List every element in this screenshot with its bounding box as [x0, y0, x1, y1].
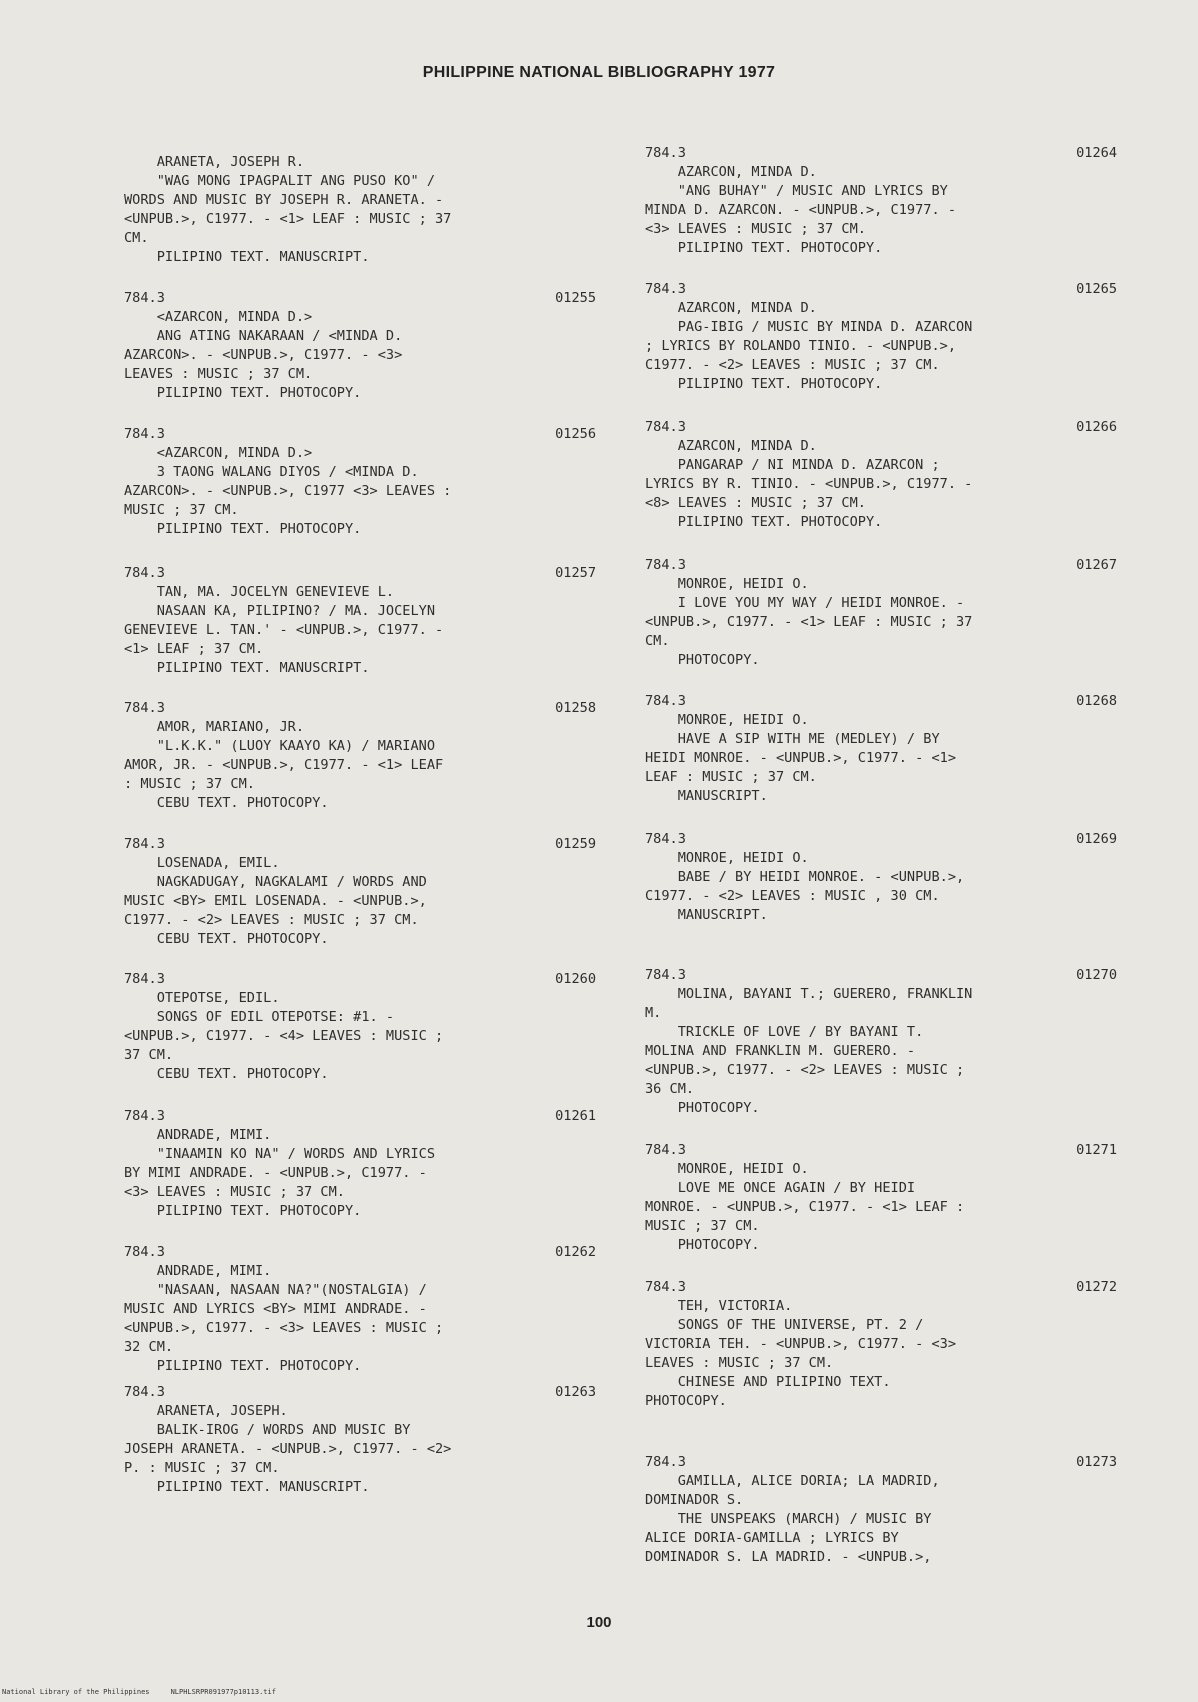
entry-number: 01260 — [555, 971, 596, 987]
entry-number: 01266 — [1076, 419, 1117, 435]
class-number: 784.3 — [124, 426, 165, 442]
entry-line: PANGARAP / NI MINDA D. AZARCON ; — [645, 457, 940, 473]
entry-number: 01273 — [1076, 1454, 1117, 1470]
entry-line: HEIDI MONROE. - <UNPUB.>, C1977. - <1> — [645, 750, 956, 766]
entry-heading — [124, 1243, 596, 1262]
entry-line: C1977. - <2> LEAVES : MUSIC , 30 CM. — [645, 888, 940, 904]
entry-line: CEBU TEXT. PHOTOCOPY. — [124, 931, 329, 947]
entry-line: MANUSCRIPT. — [645, 907, 768, 923]
entry-line: ARANETA, JOSEPH. — [124, 1403, 288, 1419]
class-number: 784.3 — [645, 557, 686, 573]
entry-line: WORDS AND MUSIC BY JOSEPH R. ARANETA. - — [124, 192, 444, 208]
entry-heading — [645, 1278, 1117, 1297]
entry-line: C1977. - <2> LEAVES : MUSIC ; 37 CM. — [124, 912, 419, 928]
entry-line: GAMILLA, ALICE DORIA; LA MADRID, — [645, 1473, 940, 1489]
entry-line: LOSENADA, EMIL. — [124, 855, 280, 871]
entry-line: CM. — [645, 633, 670, 649]
class-number: 784.3 — [124, 1384, 165, 1400]
entry-line: MUSIC ; 37 CM. — [645, 1218, 760, 1234]
entry-line: ANDRADE, MIMI. — [124, 1263, 272, 1279]
entry-line: MUSIC ; 37 CM. — [124, 502, 239, 518]
entry-line: DOMINADOR S. — [645, 1492, 744, 1508]
entry-line: MONROE. - <UNPUB.>, C1977. - <1> LEAF : — [645, 1199, 965, 1215]
entry-line: "L.K.K." (LUOY KAAYO KA) / MARIANO — [124, 738, 435, 754]
entry-number: 01264 — [1076, 145, 1117, 161]
bibliography-entry — [124, 970, 596, 1084]
entry-line: SONGS OF EDIL OTEPOTSE: #1. - — [124, 1009, 395, 1025]
entry-line: MONROE, HEIDI O. — [645, 850, 809, 866]
entry-line: THE UNSPEAKS (MARCH) / MUSIC BY — [645, 1511, 932, 1527]
entry-heading — [645, 692, 1117, 711]
bibliography-entry — [645, 556, 1117, 670]
bibliography-entry — [124, 289, 596, 403]
entry-line: CEBU TEXT. PHOTOCOPY. — [124, 1066, 329, 1082]
class-number: 784.3 — [645, 1454, 686, 1470]
entry-line: MONROE, HEIDI O. — [645, 576, 809, 592]
entry-heading — [124, 835, 596, 854]
entry-line: OTEPOTSE, EDIL. — [124, 990, 280, 1006]
bibliography-entry — [645, 280, 1117, 394]
entry-heading — [124, 564, 596, 583]
class-number: 784.3 — [124, 971, 165, 987]
entry-line: PILIPINO TEXT. MANUSCRIPT. — [124, 1479, 370, 1495]
entry-heading — [124, 1107, 596, 1126]
entry-line: MONROE, HEIDI O. — [645, 1161, 809, 1177]
entry-line: AZARCON, MINDA D. — [645, 438, 817, 454]
entry-line: MOLINA AND FRANKLIN M. GUERERO. - — [645, 1043, 916, 1059]
entry-line: BY MIMI ANDRADE. - <UNPUB.>, C1977. - — [124, 1165, 427, 1181]
entry-line: PILIPINO TEXT. MANUSCRIPT. — [124, 660, 370, 676]
entry-line: P. : MUSIC ; 37 CM. — [124, 1460, 280, 1476]
entry-number: 01268 — [1076, 693, 1117, 709]
entry-number: 01258 — [555, 700, 596, 716]
bibliography-entry — [645, 692, 1117, 806]
entry-number: 01270 — [1076, 967, 1117, 983]
entry-line: AZARCON>. - <UNPUB.>, C1977. - <3> — [124, 347, 403, 363]
entry-line: CEBU TEXT. PHOTOCOPY. — [124, 795, 329, 811]
entry-line: 3 TAONG WALANG DIYOS / <MINDA D. — [124, 464, 419, 480]
bibliography-entry — [124, 699, 596, 813]
entry-number: 01272 — [1076, 1279, 1117, 1295]
entry-line: AMOR, MARIANO, JR. — [124, 719, 305, 735]
entry-line: C1977. - <2> LEAVES : MUSIC ; 37 CM. — [645, 357, 940, 373]
bibliography-entry — [645, 1453, 1117, 1567]
entry-line: CM. — [124, 230, 149, 246]
entry-line: : MUSIC ; 37 CM. — [124, 776, 255, 792]
entry-number: 01262 — [555, 1244, 596, 1260]
entry-line: "NASAAN, NASAAN NA?"(NOSTALGIA) / — [124, 1282, 427, 1298]
entry-number: 01265 — [1076, 281, 1117, 297]
bibliography-entry — [124, 425, 596, 539]
entry-line: CHINESE AND PILIPINO TEXT. — [645, 1374, 891, 1390]
entry-number: 01269 — [1076, 831, 1117, 847]
entry-line: <UNPUB.>, C1977. - <3> LEAVES : MUSIC ; — [124, 1320, 444, 1336]
entry-line: PILIPINO TEXT. MANUSCRIPT. — [124, 249, 370, 265]
class-number: 784.3 — [645, 145, 686, 161]
entry-heading — [645, 830, 1117, 849]
entry-heading — [124, 699, 596, 718]
entry-line: PHOTOCOPY. — [645, 1393, 727, 1409]
entry-number: 01257 — [555, 565, 596, 581]
entry-line: AZARCON>. - <UNPUB.>, C1977 <3> LEAVES : — [124, 483, 452, 499]
entry-heading — [124, 1383, 596, 1402]
bibliography-entry — [645, 1278, 1117, 1411]
entry-line: SONGS OF THE UNIVERSE, PT. 2 / — [645, 1317, 924, 1333]
entry-line: NASAAN KA, PILIPINO? / MA. JOCELYN — [124, 603, 435, 619]
class-number: 784.3 — [124, 290, 165, 306]
entry-line: <3> LEAVES : MUSIC ; 37 CM. — [645, 221, 866, 237]
entry-line: DOMINADOR S. LA MADRID. - <UNPUB.>, — [645, 1549, 932, 1565]
entry-line: <3> LEAVES : MUSIC ; 37 CM. — [124, 1184, 345, 1200]
entry-line: TEH, VICTORIA. — [645, 1298, 793, 1314]
entry-line: PILIPINO TEXT. PHOTOCOPY. — [645, 514, 883, 530]
class-number: 784.3 — [645, 281, 686, 297]
bibliography-entry — [124, 1107, 596, 1221]
entry-heading — [124, 425, 596, 444]
entry-line: NAGKADUGAY, NAGKALAMI / WORDS AND — [124, 874, 427, 890]
entry-line: MINDA D. AZARCON. - <UNPUB.>, C1977. - — [645, 202, 956, 218]
bibliography-entry — [124, 153, 596, 267]
bibliography-entry — [645, 418, 1117, 532]
entry-line: "WAG MONG IPAGPALIT ANG PUSO KO" / — [124, 173, 435, 189]
entry-heading — [645, 966, 1117, 985]
bibliography-entry — [124, 1383, 596, 1497]
entry-line: "ANG BUHAY" / MUSIC AND LYRICS BY — [645, 183, 948, 199]
entry-line: PILIPINO TEXT. PHOTOCOPY. — [645, 376, 883, 392]
class-number: 784.3 — [645, 693, 686, 709]
entry-line: <1> LEAF ; 37 CM. — [124, 641, 264, 657]
bibliography-entry — [645, 966, 1117, 1118]
entry-line: PHOTOCOPY. — [645, 652, 760, 668]
entry-line: ; LYRICS BY ROLANDO TINIO. - <UNPUB.>, — [645, 338, 956, 354]
entry-number: 01267 — [1076, 557, 1117, 573]
entry-line: LEAF : MUSIC ; 37 CM. — [645, 769, 817, 785]
entry-line: <UNPUB.>, C1977. - <1> LEAF : MUSIC ; 37 — [124, 211, 452, 227]
entry-line: JOSEPH ARANETA. - <UNPUB.>, C1977. - <2> — [124, 1441, 452, 1457]
entry-line: PHOTOCOPY. — [645, 1100, 760, 1116]
entry-line: MANUSCRIPT. — [645, 788, 768, 804]
entry-line: PILIPINO TEXT. PHOTOCOPY. — [124, 521, 362, 537]
entry-line: LEAVES : MUSIC ; 37 CM. — [645, 1355, 834, 1371]
entry-line: LYRICS BY R. TINIO. - <UNPUB.>, C1977. - — [645, 476, 973, 492]
entry-line: GENEVIEVE L. TAN.' - <UNPUB.>, C1977. - — [124, 622, 444, 638]
entry-heading — [645, 144, 1117, 163]
page-title: PHILIPPINE NATIONAL BIBLIOGRAPHY 1977 — [422, 64, 776, 81]
entry-number: 01263 — [555, 1384, 596, 1400]
entry-line: ANDRADE, MIMI. — [124, 1127, 272, 1143]
entry-line: MOLINA, BAYANI T.; GUERERO, FRANKLIN — [645, 986, 973, 1002]
class-number: 784.3 — [124, 1244, 165, 1260]
entry-line: PILIPINO TEXT. PHOTOCOPY. — [645, 240, 883, 256]
entry-number: 01261 — [555, 1108, 596, 1124]
entry-line: "INAAMIN KO NA" / WORDS AND LYRICS — [124, 1146, 435, 1162]
page-number: 100 — [586, 1614, 612, 1631]
entry-line: VICTORIA TEH. - <UNPUB.>, C1977. - <3> — [645, 1336, 956, 1352]
bibliography-entry — [124, 1243, 596, 1376]
class-number: 784.3 — [645, 831, 686, 847]
entry-line: AZARCON, MINDA D. — [645, 164, 817, 180]
entry-number: 01255 — [555, 290, 596, 306]
entry-line: 36 CM. — [645, 1081, 695, 1097]
class-number: 784.3 — [124, 565, 165, 581]
scan-footer: National Library of the Philippines NLPHLSRPR091977p10113.tif — [2, 1688, 276, 1696]
entry-line: <UNPUB.>, C1977. - <2> LEAVES : MUSIC ; — [645, 1062, 965, 1078]
entry-line: M. — [645, 1005, 662, 1021]
class-number: 784.3 — [124, 700, 165, 716]
class-number: 784.3 — [645, 967, 686, 983]
entry-heading — [645, 1141, 1117, 1160]
bibliography-entry — [645, 830, 1117, 925]
entry-line: PILIPINO TEXT. PHOTOCOPY. — [124, 1203, 362, 1219]
entry-line: <AZARCON, MINDA D.> — [124, 445, 313, 461]
entry-number: 01259 — [555, 836, 596, 852]
entry-heading — [645, 280, 1117, 299]
entry-line: I LOVE YOU MY WAY / HEIDI MONROE. - — [645, 595, 965, 611]
entry-line: 32 CM. — [124, 1339, 174, 1355]
entry-heading — [124, 970, 596, 989]
entry-heading — [645, 1453, 1117, 1472]
class-number: 784.3 — [645, 419, 686, 435]
entry-line: ARANETA, JOSEPH R. — [124, 154, 305, 170]
entry-line: ALICE DORIA-GAMILLA ; LYRICS BY — [645, 1530, 899, 1546]
entry-heading — [645, 556, 1117, 575]
entry-line: HAVE A SIP WITH ME (MEDLEY) / BY — [645, 731, 940, 747]
class-number: 784.3 — [124, 836, 165, 852]
entry-line: PAG-IBIG / MUSIC BY MINDA D. AZARCON — [645, 319, 973, 335]
entry-line: AZARCON, MINDA D. — [645, 300, 817, 316]
entry-line: LOVE ME ONCE AGAIN / BY HEIDI — [645, 1180, 916, 1196]
entry-line: PILIPINO TEXT. PHOTOCOPY. — [124, 385, 362, 401]
entry-line: ANG ATING NAKARAAN / <MINDA D. — [124, 328, 403, 344]
entry-line: LEAVES : MUSIC ; 37 CM. — [124, 366, 313, 382]
class-number: 784.3 — [645, 1279, 686, 1295]
entry-number: 01256 — [555, 426, 596, 442]
bibliography-entry — [124, 835, 596, 949]
entry-line: <UNPUB.>, C1977. - <4> LEAVES : MUSIC ; — [124, 1028, 444, 1044]
entry-number: 01271 — [1076, 1142, 1117, 1158]
bibliography-entry — [645, 1141, 1117, 1255]
entry-line: PHOTOCOPY. — [645, 1237, 760, 1253]
entry-line: MUSIC <BY> EMIL LOSENADA. - <UNPUB.>, — [124, 893, 427, 909]
entry-line: AMOR, JR. - <UNPUB.>, C1977. - <1> LEAF — [124, 757, 444, 773]
entry-line: BABE / BY HEIDI MONROE. - <UNPUB.>, — [645, 869, 965, 885]
entry-line: <AZARCON, MINDA D.> — [124, 309, 313, 325]
class-number: 784.3 — [124, 1108, 165, 1124]
entry-line: BALIK-IROG / WORDS AND MUSIC BY — [124, 1422, 411, 1438]
entry-line: TRICKLE OF LOVE / BY BAYANI T. — [645, 1024, 924, 1040]
entry-line: PILIPINO TEXT. PHOTOCOPY. — [124, 1358, 362, 1374]
entry-line: MUSIC AND LYRICS <BY> MIMI ANDRADE. - — [124, 1301, 427, 1317]
entry-heading — [645, 418, 1117, 437]
class-number: 784.3 — [645, 1142, 686, 1158]
entry-line: 37 CM. — [124, 1047, 174, 1063]
entry-line: <UNPUB.>, C1977. - <1> LEAF : MUSIC ; 37 — [645, 614, 973, 630]
bibliography-entry — [645, 144, 1117, 258]
entry-line: TAN, MA. JOCELYN GENEVIEVE L. — [124, 584, 395, 600]
entry-line: <8> LEAVES : MUSIC ; 37 CM. — [645, 495, 866, 511]
entry-heading — [124, 289, 596, 308]
entry-line: MONROE, HEIDI O. — [645, 712, 809, 728]
bibliography-entry — [124, 564, 596, 678]
